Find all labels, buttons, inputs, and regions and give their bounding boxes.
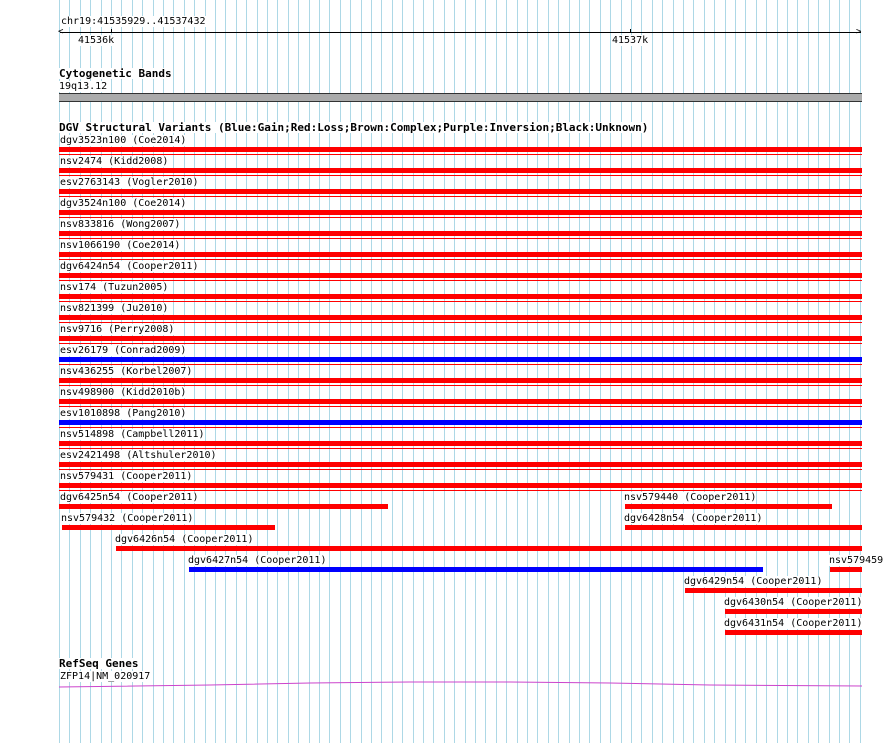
row-separator bbox=[59, 196, 862, 197]
variant-bar[interactable] bbox=[59, 273, 862, 278]
variant-label-dgv6430n54: dgv6430n54 (Cooper2011) bbox=[724, 597, 863, 608]
variant-label: esv2763143 (Vogler2010) bbox=[60, 177, 199, 188]
variant-bar[interactable] bbox=[59, 147, 862, 152]
row-separator bbox=[59, 448, 862, 449]
variant-label: dgv6424n54 (Cooper2011) bbox=[60, 261, 199, 272]
variant-label: dgv3523n100 (Coe2014) bbox=[60, 135, 187, 146]
variant-bar[interactable] bbox=[59, 441, 862, 446]
variant-bar[interactable] bbox=[59, 357, 862, 362]
row-separator bbox=[59, 343, 862, 344]
variant-label: nsv174 (Tuzun2005) bbox=[60, 282, 169, 293]
variant-bar-dgv6426n54[interactable] bbox=[116, 546, 862, 551]
row-separator bbox=[59, 217, 862, 218]
variant-bar-dgv6430n54[interactable] bbox=[725, 609, 862, 614]
row-separator bbox=[59, 280, 862, 281]
variant-bar-dgv6429n54[interactable] bbox=[685, 588, 862, 593]
variant-bar-nsv579459[interactable] bbox=[830, 567, 862, 572]
variant-bar[interactable] bbox=[59, 189, 862, 194]
variant-label: nsv514898 (Campbell2011) bbox=[60, 429, 205, 440]
refseq-gene-feature[interactable] bbox=[0, 678, 890, 698]
dgv-track-title[interactable]: DGV Structural Variants (Blue:Gain;Red:Loss;Brown:Complex;Purple:Inversion;Black:Unknown) bbox=[59, 121, 649, 134]
ruler-tick-41536k bbox=[111, 29, 112, 33]
variant-label: nsv833816 (Wong2007) bbox=[60, 219, 181, 230]
variant-bar[interactable] bbox=[59, 462, 862, 467]
variant-bar[interactable] bbox=[59, 294, 862, 299]
variant-label-dgv6429n54: dgv6429n54 (Cooper2011) bbox=[684, 576, 823, 587]
variant-label-dgv6428n54: dgv6428n54 (Cooper2011) bbox=[624, 513, 763, 524]
variant-label: nsv821399 (Ju2010) bbox=[60, 303, 169, 314]
variant-label: nsv579431 (Cooper2011) bbox=[60, 471, 193, 482]
variant-label: nsv9716 (Perry2008) bbox=[60, 324, 175, 335]
variant-label-nsv579432: nsv579432 (Cooper2011) bbox=[61, 513, 194, 524]
variant-label-dgv6426n54: dgv6426n54 (Cooper2011) bbox=[115, 534, 254, 545]
row-separator bbox=[59, 385, 862, 386]
variant-bar[interactable] bbox=[59, 168, 862, 173]
region-label: chr19:41535929..41537432 bbox=[61, 16, 206, 27]
variant-bar-dgv6427n54[interactable] bbox=[189, 567, 763, 572]
ruler-tick-41537k bbox=[630, 29, 631, 33]
variant-label-dgv6427n54: dgv6427n54 (Cooper2011) bbox=[188, 555, 327, 566]
cytoband-track-title[interactable]: Cytogenetic Bands bbox=[59, 67, 172, 80]
ruler-label-41536k: 41536k bbox=[78, 35, 115, 46]
row-separator bbox=[59, 469, 862, 470]
variant-label-nsv579459: nsv579459 bbox=[829, 555, 884, 566]
variant-bar[interactable] bbox=[59, 420, 862, 425]
row-separator bbox=[59, 154, 862, 155]
variant-label-dgv6431n54: dgv6431n54 (Cooper2011) bbox=[724, 618, 863, 629]
row-separator bbox=[59, 175, 862, 176]
variant-label: nsv1066190 (Coe2014) bbox=[60, 240, 181, 251]
variant-bar-dgv6431n54[interactable] bbox=[725, 630, 862, 635]
variant-bar-nsv579432[interactable] bbox=[62, 525, 275, 530]
cytoband-bar[interactable] bbox=[59, 93, 862, 102]
variant-label-nsv579440: nsv579440 (Cooper2011) bbox=[624, 492, 757, 503]
variant-bar[interactable] bbox=[59, 210, 862, 215]
variant-bar-nsv579440[interactable] bbox=[625, 504, 832, 509]
row-separator bbox=[59, 364, 862, 365]
variant-bar[interactable] bbox=[59, 336, 862, 341]
ruler-line bbox=[60, 32, 861, 33]
ruler-right-arrow: > bbox=[856, 27, 862, 37]
row-separator bbox=[59, 406, 862, 407]
variant-bar[interactable] bbox=[59, 231, 862, 236]
row-separator bbox=[59, 259, 862, 260]
row-separator bbox=[59, 427, 862, 428]
variant-bar-dgv6428n54[interactable] bbox=[625, 525, 862, 530]
variant-label: esv2421498 (Altshuler2010) bbox=[60, 450, 217, 461]
variant-label: nsv498900 (Kidd2010b) bbox=[60, 387, 187, 398]
row-separator bbox=[59, 301, 862, 302]
variant-bar[interactable] bbox=[59, 252, 862, 257]
refseq-gene-label: ZFP14|NM_020917 bbox=[60, 671, 151, 682]
variant-label: nsv2474 (Kidd2008) bbox=[60, 156, 169, 167]
row-separator bbox=[59, 238, 862, 239]
cytoband-label: 19q13.12 bbox=[59, 81, 108, 92]
variant-bar[interactable] bbox=[59, 399, 862, 404]
variant-label: nsv436255 (Korbel2007) bbox=[60, 366, 193, 377]
variant-bar[interactable] bbox=[59, 483, 862, 488]
row-separator bbox=[59, 322, 862, 323]
row-separator bbox=[59, 490, 862, 491]
ruler-left-arrow: < bbox=[58, 27, 64, 37]
variant-label: esv26179 (Conrad2009) bbox=[60, 345, 187, 356]
refseq-track-title[interactable]: RefSeq Genes bbox=[59, 657, 139, 670]
variant-bar-dgv6425n54[interactable] bbox=[59, 504, 388, 509]
variant-label: dgv3524n100 (Coe2014) bbox=[60, 198, 187, 209]
variant-label: esv1010898 (Pang2010) bbox=[60, 408, 187, 419]
variant-bar[interactable] bbox=[59, 378, 862, 383]
ruler-label-41537k: 41537k bbox=[612, 35, 649, 46]
variant-bar[interactable] bbox=[59, 315, 862, 320]
variant-label-dgv6425n54: dgv6425n54 (Cooper2011) bbox=[60, 492, 199, 503]
